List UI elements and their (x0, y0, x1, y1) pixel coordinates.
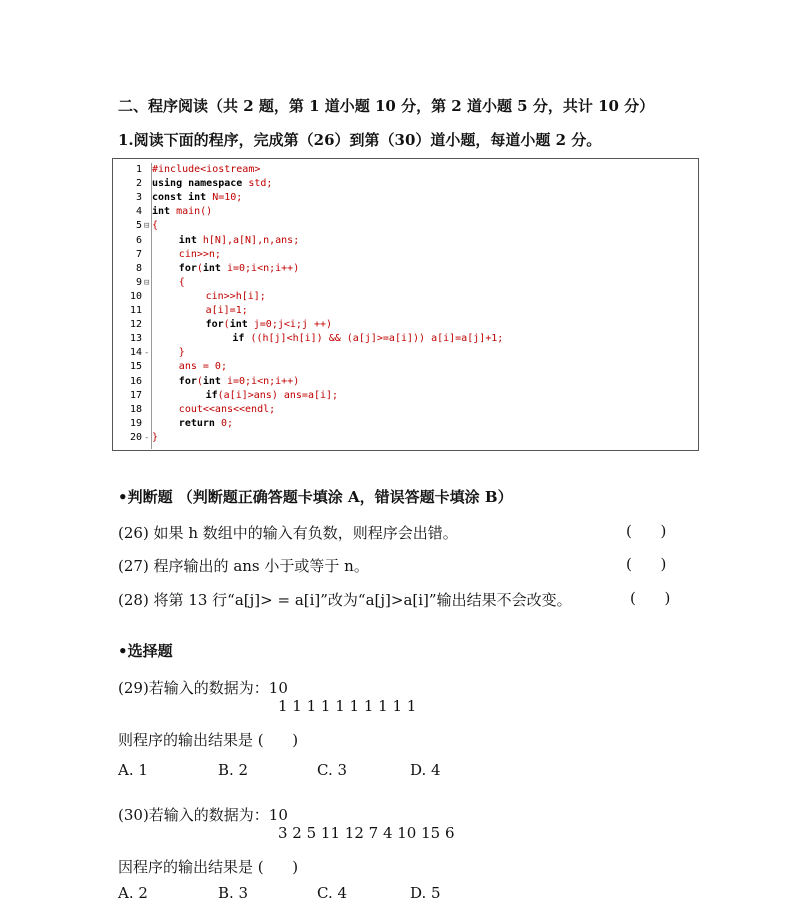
code-text (152, 304, 248, 318)
code-token: cin>>h[i]; (205, 290, 266, 302)
code-keyword: for (205, 319, 224, 331)
code-text (152, 234, 299, 248)
code-keyword: for (178, 262, 197, 274)
line-number: 11 (129, 305, 142, 316)
question-28-text: (28) 将第 13 行“a[j]> = a[i]”改为“a[j]>a[i]”输出结果不会改变。 (118, 591, 572, 609)
question-29-question: 则程序的输出结果是 ( ) (118, 731, 299, 749)
code-text (152, 332, 503, 346)
code-text (152, 163, 260, 177)
code-token: i=0;i<n;i++) (220, 375, 300, 387)
code-token: 0; (214, 417, 233, 429)
line-number: 1 (135, 164, 142, 175)
line-number: 13 (129, 333, 142, 345)
line-number: 7 (135, 248, 142, 260)
line-number: 16 (129, 375, 142, 387)
section-title: 二、程序阅读（共 2 题，第 1 道小题 10 分，第 2 道小题 5 分，共计 10 分） (118, 97, 655, 115)
line-number: 5 (135, 220, 142, 232)
code-keyword: if (205, 389, 218, 401)
line-number: 6 (135, 234, 142, 246)
code-token: N=10; (206, 192, 243, 204)
code-token: a[i]=1; (205, 305, 248, 316)
code-text (152, 219, 158, 233)
question-30-option-d[interactable]: D. 5 (410, 884, 441, 902)
code-keyword: using namespace (152, 178, 243, 190)
line-number: 15 (129, 361, 142, 373)
code-token: { (178, 276, 185, 288)
fold-toggle-icon[interactable]: ⊟ (144, 277, 150, 288)
code-token: } (152, 431, 159, 443)
code-keyword: return (178, 417, 215, 429)
fold-end-icon: - (144, 432, 150, 443)
question-30-input-data: 3 2 5 11 12 7 4 10 15 6 (278, 824, 455, 842)
line-number: 12 (129, 319, 142, 331)
code-text (152, 177, 272, 191)
question-27-text: (27) 程序输出的 ans 小于或等于 n。 (118, 557, 369, 575)
line-number: 20 (129, 431, 142, 443)
answer-paren-27[interactable]: ( ) (626, 555, 667, 573)
question-30-option-b[interactable]: B. 3 (218, 884, 249, 902)
code-token: j=0;j<i;j ++) (247, 319, 333, 331)
code-text (152, 431, 158, 445)
multiple-choice-section-title: •选择题 (118, 642, 173, 660)
code-token: cout<<ans<<endl; (178, 403, 276, 415)
question-30-option-a[interactable]: A. 2 (118, 884, 148, 902)
code-token: } (178, 347, 185, 359)
code-keyword: if (232, 333, 245, 345)
line-number: 4 (135, 206, 142, 218)
fold-end-icon: - (144, 348, 150, 359)
code-keyword: int (202, 262, 221, 274)
code-text (152, 389, 338, 403)
code-text (152, 346, 185, 360)
line-number: 10 (129, 290, 142, 302)
code-text (152, 262, 299, 276)
fold-toggle-icon[interactable]: ⊟ (144, 221, 150, 232)
code-text (152, 248, 221, 262)
line-number: 9 (135, 276, 142, 288)
line-number: 8 (135, 262, 142, 274)
code-token: std; (242, 178, 273, 190)
code-listing (112, 158, 699, 451)
code-token: ( (223, 319, 230, 331)
line-number: 14 (129, 347, 142, 359)
line-number: 18 (129, 403, 142, 415)
code-token: ((h[j]<h[i]) && (a[j]>=a[i])) a[i]=a[j]+1; (244, 333, 504, 345)
line-number: 2 (135, 178, 142, 190)
code-text (152, 375, 299, 389)
question-29-option-a[interactable]: A. 1 (118, 761, 148, 779)
question-29-option-c[interactable]: C. 3 (317, 761, 348, 779)
code-token: (a[i]>ans) ans=a[i]; (217, 389, 339, 401)
code-text (152, 417, 233, 431)
code-keyword: int (202, 375, 221, 387)
code-text (152, 290, 266, 304)
question-29-option-b[interactable]: B. 2 (218, 761, 249, 779)
code-text (152, 318, 332, 332)
code-text (152, 403, 275, 417)
code-token: h[N],a[N],n,ans; (196, 234, 300, 246)
answer-paren-28[interactable]: ( ) (630, 589, 671, 607)
code-keyword: int (229, 319, 248, 331)
line-number: 19 (129, 417, 142, 429)
code-token: #include<iostream> (152, 164, 261, 175)
code-token: ( (196, 375, 203, 387)
question-26-text: (26) 如果 h 数组中的输入有负数，则程序会出错。 (118, 524, 458, 542)
code-text (152, 360, 227, 374)
line-number: 17 (129, 389, 142, 401)
question-intro: 1.阅读下面的程序，完成第（26）到第（30）道小题，每道小题 2 分。 (118, 131, 602, 149)
code-token: cin>>n; (178, 248, 221, 260)
code-token: i=0;i<n;i++) (220, 262, 300, 274)
code-text (152, 191, 242, 205)
code-token: ans = 0; (178, 361, 227, 373)
question-29-input-data: 1 1 1 1 1 1 1 1 1 1 (278, 697, 417, 715)
code-text (152, 205, 212, 219)
question-30-question: 因程序的输出结果是 ( ) (118, 858, 299, 876)
code-keyword: int (178, 234, 197, 246)
question-30-option-c[interactable]: C. 4 (317, 884, 348, 902)
code-keyword: int (152, 206, 171, 218)
code-keyword: const int (152, 192, 207, 204)
code-token: ( (196, 262, 203, 274)
code-token: main() (170, 206, 213, 218)
question-29-prompt: (29)若输入的数据为：10 (118, 679, 288, 697)
line-number: 3 (135, 192, 142, 204)
answer-paren-26[interactable]: ( ) (626, 522, 667, 540)
question-30-prompt: (30)若输入的数据为：10 (118, 806, 288, 824)
code-token: { (152, 220, 159, 232)
code-text (152, 276, 185, 290)
code-keyword: for (178, 375, 197, 387)
true-false-section-title: •判断题 （判断题正确答题卡填涂 A，错误答题卡填涂 B） (118, 488, 513, 506)
question-29-option-d[interactable]: D. 4 (410, 761, 441, 779)
